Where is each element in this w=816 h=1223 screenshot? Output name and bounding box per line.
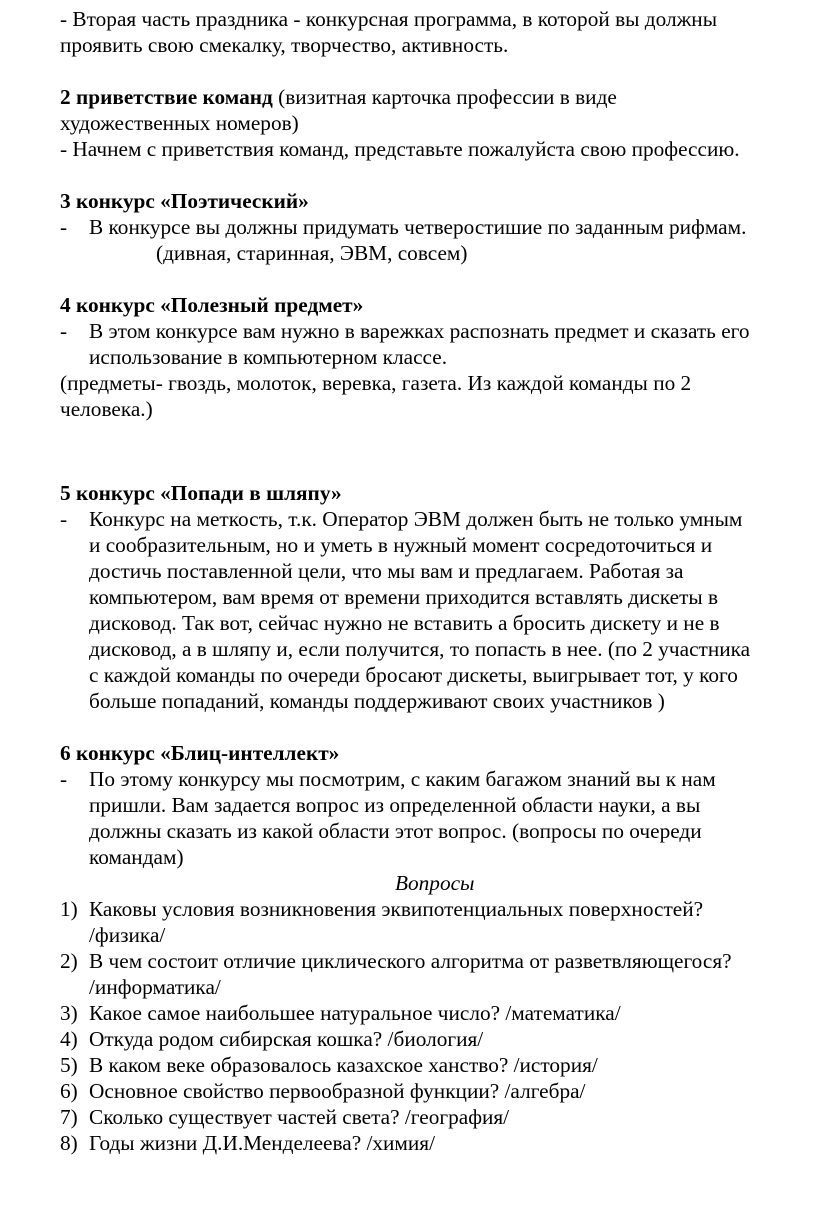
question-number: 1) xyxy=(60,897,78,921)
section6-title: 6 конкурс «Блиц-интеллект» xyxy=(60,741,340,765)
section2-heading xyxy=(60,84,617,110)
intro-line-2: проявить свою смекалку, творчество, активность. xyxy=(60,33,509,57)
question-text: Годы жизни Д.И.Менделеева? /химия/ xyxy=(89,1131,436,1155)
questions-heading: Вопросы xyxy=(395,871,475,895)
section6-line: должны сказать из какой области этот вопрос. (вопросы по очереди xyxy=(89,819,702,843)
question-number: 5) xyxy=(60,1053,78,1077)
section6-line: По этому конкурсу мы посмотрим, с каким багажом знаний вы к нам xyxy=(89,767,716,791)
question-text: Какое самое наибольшее натуральное число? /математика/ xyxy=(89,1001,621,1025)
question-number: 8) xyxy=(60,1131,78,1155)
intro-line-1: - Вторая часть праздника - конкурсная программа, в которой вы должны xyxy=(60,7,718,31)
question-text: В чем состоит отличие циклического алгоритма от разветвляющегося? xyxy=(89,949,732,973)
question-number: 3) xyxy=(60,1001,78,1025)
question-text: Сколько существует частей света? /география/ xyxy=(89,1105,510,1129)
section5-bullet: - xyxy=(60,507,68,531)
section2-title: 2 приветствие команд xyxy=(60,85,273,109)
question-number: 2) xyxy=(60,949,78,973)
section6-bullet: - xyxy=(60,767,68,791)
question-text: Откуда родом сибирская кошка? /биология/ xyxy=(89,1027,484,1051)
question-text: Основное свойство первообразной функции? /алгебра/ xyxy=(89,1079,586,1103)
section4-title: 4 конкурс «Полезный предмет» xyxy=(60,293,364,317)
section5-line: дисковод. Так вот, сейчас нужно не вставить а бросить дискету и не в xyxy=(89,611,720,635)
section2-line-3: - Начнем с приветствия команд, представьте пожалуйста свою профессию. xyxy=(60,137,740,161)
section5-line: дисковод, а в шляпу и, если получится, то попасть в нее. (по 2 участника xyxy=(89,637,751,661)
question-text: В каком веке образовалось казахское ханство? /история/ xyxy=(89,1053,598,1077)
section4-line-2: использование в компьютерном классе. xyxy=(89,345,448,369)
section2-title-rest: (визитная карточка профессии в виде xyxy=(272,85,617,109)
section3-bullet: - xyxy=(60,215,68,239)
question-number: 4) xyxy=(60,1027,78,1051)
question-subject: /информатика/ xyxy=(89,975,221,999)
section3-title: 3 конкурс «Поэтический» xyxy=(60,189,309,213)
section6-line: пришли. Вам задается вопрос из определенной области науки, а вы xyxy=(89,793,701,817)
section5-line: достичь поставленной цели, что мы вам и предлагаем. Работая за xyxy=(89,559,684,583)
section4-line-1: В этом конкурсе вам нужно в варежках распознать предмет и сказать его xyxy=(89,319,750,343)
section4-line-3: (предметы- гвоздь, молоток, веревка, газета. Из каждой команды по 2 xyxy=(60,371,692,395)
section5-line: и сообразительным, но и уметь в нужный момент сосредоточиться и xyxy=(89,533,713,557)
section3-line-2: (дивная, старинная, ЭВМ, совсем) xyxy=(156,241,468,265)
section5-title: 5 конкурс «Попади в шляпу» xyxy=(60,481,342,505)
question-text: Каковы условия возникновения эквипотенциальных поверхностей? xyxy=(89,897,704,921)
question-number: 7) xyxy=(60,1105,78,1129)
question-number: 6) xyxy=(60,1079,78,1103)
section3-line-1: В конкурсе вы должны придумать четверостишие по заданным рифмам. xyxy=(89,215,747,239)
section5-line: Конкурс на меткость, т.к. Оператор ЭВМ должен быть не только умным xyxy=(89,507,743,531)
section5-line: с каждой команды по очереди бросают дискеты, выигрывает тот, у кого xyxy=(89,663,738,687)
section6-line: командам) xyxy=(89,845,184,869)
question-subject: /физика/ xyxy=(89,923,166,947)
section2-line-2: художественных номеров) xyxy=(60,111,299,135)
section4-bullet: - xyxy=(60,319,68,343)
section4-line-4: человека.) xyxy=(60,397,153,421)
section5-line: компьютером, вам время от времени приходится вставлять дискеты в xyxy=(89,585,719,609)
section5-line: больше попаданий, команды поддерживают своих участников ) xyxy=(89,689,665,713)
